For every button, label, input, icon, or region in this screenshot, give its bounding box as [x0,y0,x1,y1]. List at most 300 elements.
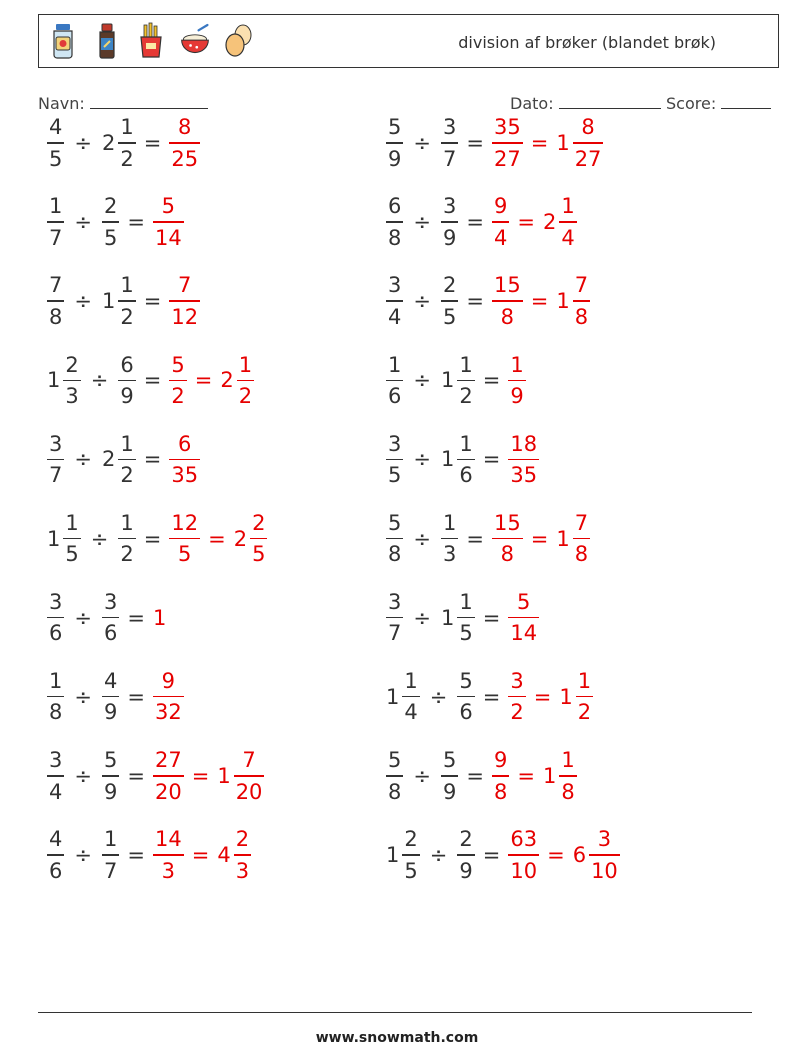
equals-sign: = [127,763,145,788]
answer [167,273,202,329]
divisor [439,353,477,409]
divide-sign: ÷ [74,684,92,709]
date-label: Dato: [510,94,554,113]
fraction [169,115,200,171]
problem-row [384,509,592,569]
numerator: 5 [161,194,176,219]
score-label: Score: [666,94,717,113]
denominator: 2 [459,384,473,409]
fraction-bar [153,854,184,856]
numerator: 1 [404,668,418,693]
fraction [234,827,251,883]
fraction [153,194,184,250]
numerator: 27 [154,748,182,773]
problem-row [45,113,202,173]
dividend [45,511,83,567]
denominator: 2 [120,542,134,567]
denominator: 4 [404,700,418,725]
fraction [102,748,119,804]
fraction-bar [47,459,64,461]
denominator: 9 [103,779,118,804]
denominator: 9 [442,225,457,250]
fraction [559,194,576,250]
numerator: 3 [49,431,63,456]
divisor [455,669,476,725]
equals-sign: = [143,447,162,472]
answer-value [490,511,525,567]
answer-equals-sign: = [194,368,213,393]
divisor [100,748,121,804]
fraction-bar [47,854,64,856]
numerator: 6 [120,352,134,377]
fraction [441,194,458,250]
divide-sign: ÷ [429,684,448,709]
whole-number: 1 [386,842,400,867]
divide-sign: ÷ [413,605,431,630]
numerator: 15 [493,273,521,298]
french-fries-icon [135,21,167,61]
problem-row [45,825,253,885]
answer-value [167,432,202,488]
fraction [47,827,64,883]
whole-number: 2 [101,447,116,472]
dividend [45,590,66,646]
fraction-bar [47,221,64,223]
fraction-bar [102,775,119,777]
fraction [457,827,474,883]
fraction-bar [402,854,419,856]
divisor [100,115,138,171]
fraction-bar [441,142,458,144]
denominator: 8 [574,542,589,567]
divide-sign: ÷ [74,447,92,472]
divisor [100,590,121,646]
fraction [573,511,590,567]
dividend [384,353,405,409]
whole-number: 1 [101,289,116,314]
problem-row [45,429,202,489]
fraction [589,827,620,883]
answer-value [151,606,167,630]
fraction-bar [118,142,135,144]
fraction-bar [63,538,80,540]
numerator: 3 [49,589,63,614]
answer-value [215,827,253,883]
problem-row [384,667,595,727]
denominator: 4 [561,225,575,250]
fraction [47,748,64,804]
fraction [508,669,525,725]
fraction-bar [47,142,64,144]
denominator: 14 [154,225,182,250]
denominator: 8 [388,225,402,250]
numerator: 1 [120,273,134,298]
equals-sign: = [466,210,484,235]
fraction [102,669,119,725]
fraction [102,590,119,646]
denominator: 6 [49,621,63,646]
numerator: 9 [493,194,508,219]
fraction [492,115,523,171]
answer [167,115,202,171]
dividend [45,827,66,883]
fraction [559,748,576,804]
numerator: 1 [103,827,118,852]
numerator: 5 [517,589,531,614]
fraction [441,511,458,567]
fraction [386,432,403,488]
whole-number: 4 [217,842,231,867]
whole-number: 1 [47,526,61,551]
denominator: 4 [493,225,508,250]
fraction-bar [559,775,576,777]
answer-value [506,432,541,488]
equals-sign: = [466,763,484,788]
numerator: 1 [120,431,134,456]
fraction [169,353,186,409]
denominator: 6 [49,858,63,883]
score-blank[interactable] [721,95,771,109]
denominator: 4 [49,779,63,804]
denominator: 7 [49,463,63,488]
numerator: 7 [574,510,589,535]
numerator: 1 [510,352,524,377]
answer [506,353,527,409]
denominator: 2 [120,463,134,488]
whole-number: 1 [152,605,167,630]
fraction [118,432,135,488]
fraction [237,353,254,409]
fraction-bar [47,775,64,777]
numerator: 3 [442,194,457,219]
problem-row [384,271,592,331]
fraction [386,511,403,567]
numerator: 3 [442,115,457,140]
numerator: 9 [493,748,508,773]
fraction [492,273,523,329]
fraction [169,511,200,567]
problem-row [45,667,186,727]
answer [490,115,605,171]
answer [490,748,579,804]
answer [506,590,541,646]
equals-sign: = [143,289,162,314]
fraction-bar [250,538,267,540]
answer [167,511,269,567]
answer [490,194,579,250]
divisor [439,273,460,329]
footer-url: www.snowmath.com [315,1030,479,1046]
fraction [386,273,403,329]
denominator: 7 [49,225,63,250]
date-blank[interactable] [559,95,661,109]
numerator: 35 [493,115,521,140]
answer-value [557,669,595,725]
numerator: 18 [510,431,538,456]
fraction-bar [573,142,604,144]
denominator: 6 [388,384,402,409]
divisor [439,590,477,646]
numerator: 4 [49,115,63,140]
fraction-bar [457,459,474,461]
numerator: 7 [49,273,63,298]
fraction [386,353,403,409]
answer-equals-sign: = [533,684,552,709]
fraction-bar [169,380,186,382]
divide-sign: ÷ [413,368,431,393]
fraction [508,827,539,883]
dividend [45,194,66,250]
divisor [439,194,460,250]
dividend [384,590,405,646]
divide-sign: ÷ [74,605,92,630]
dividend [384,115,405,171]
answer [151,606,167,630]
denominator: 9 [442,779,457,804]
numerator: 3 [597,827,612,852]
equals-sign: = [482,605,501,630]
answer-value [151,669,186,725]
answer-equals-sign: = [517,763,535,788]
eggs-icon [223,21,255,61]
answer-value [506,353,527,409]
divisor [100,194,121,250]
jam-jar-icon [47,21,79,61]
dividend [45,432,66,488]
problem-row [384,350,528,410]
fraction-bar [457,617,474,619]
fraction [386,194,403,250]
fraction [47,115,64,171]
answer-equals-sign: = [191,763,210,788]
denominator: 7 [442,146,457,171]
divisor [100,432,138,488]
whole-number: 1 [217,763,231,788]
dividend [384,669,422,725]
denominator: 8 [49,304,63,329]
name-label: Navn: [38,94,85,113]
numerator: 1 [459,352,473,377]
fraction [47,432,64,488]
fraction-bar [234,854,251,856]
whole-number: 2 [101,131,116,155]
denominator: 20 [154,779,182,804]
fraction-bar [386,538,403,540]
denominator: 3 [442,542,457,567]
equals-sign: = [143,131,162,155]
answer [151,827,253,883]
denominator: 6 [459,463,473,488]
denominator: 8 [388,779,402,804]
answer [167,353,256,409]
numerator: 5 [171,352,185,377]
fraction [402,669,419,725]
fraction-bar [169,459,200,461]
divide-sign: ÷ [90,526,109,551]
date-field[interactable] [510,94,661,113]
numerator: 1 [238,352,253,377]
numerator: 9 [161,668,176,693]
numerator: 5 [388,510,402,535]
fraction-bar [573,538,590,540]
numerator: 1 [120,510,134,535]
denominator: 25 [171,146,199,171]
numerator: 3 [388,589,402,614]
numerator: 1 [459,431,473,456]
equals-sign: = [143,526,162,551]
denominator: 8 [561,779,575,804]
denominator: 14 [510,621,538,646]
numerator: 1 [49,194,63,219]
numerator: 5 [459,668,473,693]
fraction [47,669,64,725]
answer-equals-sign: = [547,842,565,867]
denominator: 20 [235,779,263,804]
answer-value [554,273,592,329]
problem-row [45,588,167,648]
dividend [384,827,422,883]
fraction-bar [576,696,593,698]
equals-sign: = [127,605,145,630]
fraction [573,273,590,329]
denominator: 3 [235,858,250,883]
fraction [63,353,80,409]
numerator: 4 [49,827,63,852]
divisor [100,669,121,725]
numerator: 2 [404,827,418,852]
dividend [384,432,405,488]
whole-number: 2 [542,210,557,235]
fraction [102,827,119,883]
fraction [153,669,184,725]
numerator: 8 [581,115,595,140]
fraction [508,432,539,488]
denominator: 8 [500,542,515,567]
denominator: 9 [388,146,402,171]
whole-number: 1 [556,131,570,155]
equals-sign: = [466,289,484,314]
dividend [45,115,66,171]
answer-value [151,748,186,804]
denominator: 9 [120,384,134,409]
denominator: 5 [49,146,63,171]
fraction-bar [153,221,184,223]
answer-value [506,669,527,725]
answer-value [490,748,511,804]
denominator: 2 [238,384,253,409]
fraction-bar [386,459,403,461]
answer-equals-sign: = [517,210,535,235]
answer-value [167,115,202,171]
fraction [386,590,403,646]
problem-row [45,746,266,806]
numerator: 1 [388,352,402,377]
fraction [441,273,458,329]
divide-sign: ÷ [74,289,92,314]
denominator: 8 [500,304,515,329]
fraction [47,590,64,646]
numerator: 1 [120,115,134,140]
denominator: 9 [510,384,524,409]
answer-value [506,827,541,883]
fraction-bar [441,221,458,223]
denominator: 32 [154,700,182,725]
numerator: 14 [154,827,182,852]
name-blank[interactable] [90,95,208,109]
equals-sign: = [482,684,501,709]
divisor [116,511,137,567]
divide-sign: ÷ [413,131,431,155]
numerator: 7 [574,273,589,298]
fraction [169,273,200,329]
numerator: 1 [561,748,575,773]
fraction [457,590,474,646]
denominator: 7 [388,621,402,646]
answer-equals-sign: = [530,131,549,155]
dividend [384,194,405,250]
problem-row [384,746,579,806]
denominator: 5 [103,225,118,250]
numerator: 5 [442,748,457,773]
answer-value [218,353,256,409]
numerator: 3 [510,668,524,693]
numerator: 1 [561,194,575,219]
fraction-bar [63,380,80,382]
answer-value [506,590,541,646]
numerator: 3 [388,273,402,298]
denominator: 9 [459,858,473,883]
divisor [439,432,477,488]
equals-sign: = [466,526,484,551]
answer-value [151,194,186,250]
name-field[interactable] [38,94,208,113]
fraction [118,115,135,171]
denominator: 4 [388,304,402,329]
fraction-bar [492,221,509,223]
equals-sign: = [482,842,501,867]
answer [151,194,186,250]
fraction-bar [102,854,119,856]
answer [490,511,592,567]
sauce-bottle-icon [91,21,123,61]
answer-value [232,511,270,567]
fraction-bar [386,142,403,144]
answer [506,827,621,883]
fraction-bar [47,696,64,698]
fraction-bar [508,380,525,382]
fraction [457,669,474,725]
fraction-bar [508,696,525,698]
header-icons [47,21,255,61]
dividend [384,273,405,329]
score-field[interactable] [666,94,771,113]
equals-sign: = [466,131,484,155]
answer-value [151,827,186,883]
numerator: 8 [178,115,192,140]
fraction-bar [441,775,458,777]
fraction-bar [234,775,265,777]
numerator: 2 [235,827,250,852]
fraction-bar [386,617,403,619]
numerator: 6 [388,194,402,219]
numerator: 1 [577,668,592,693]
dividend [45,748,66,804]
denominator: 2 [171,384,185,409]
answer-value [554,511,592,567]
whole-number: 1 [386,684,400,709]
fraction [402,827,419,883]
numerator: 2 [442,273,457,298]
